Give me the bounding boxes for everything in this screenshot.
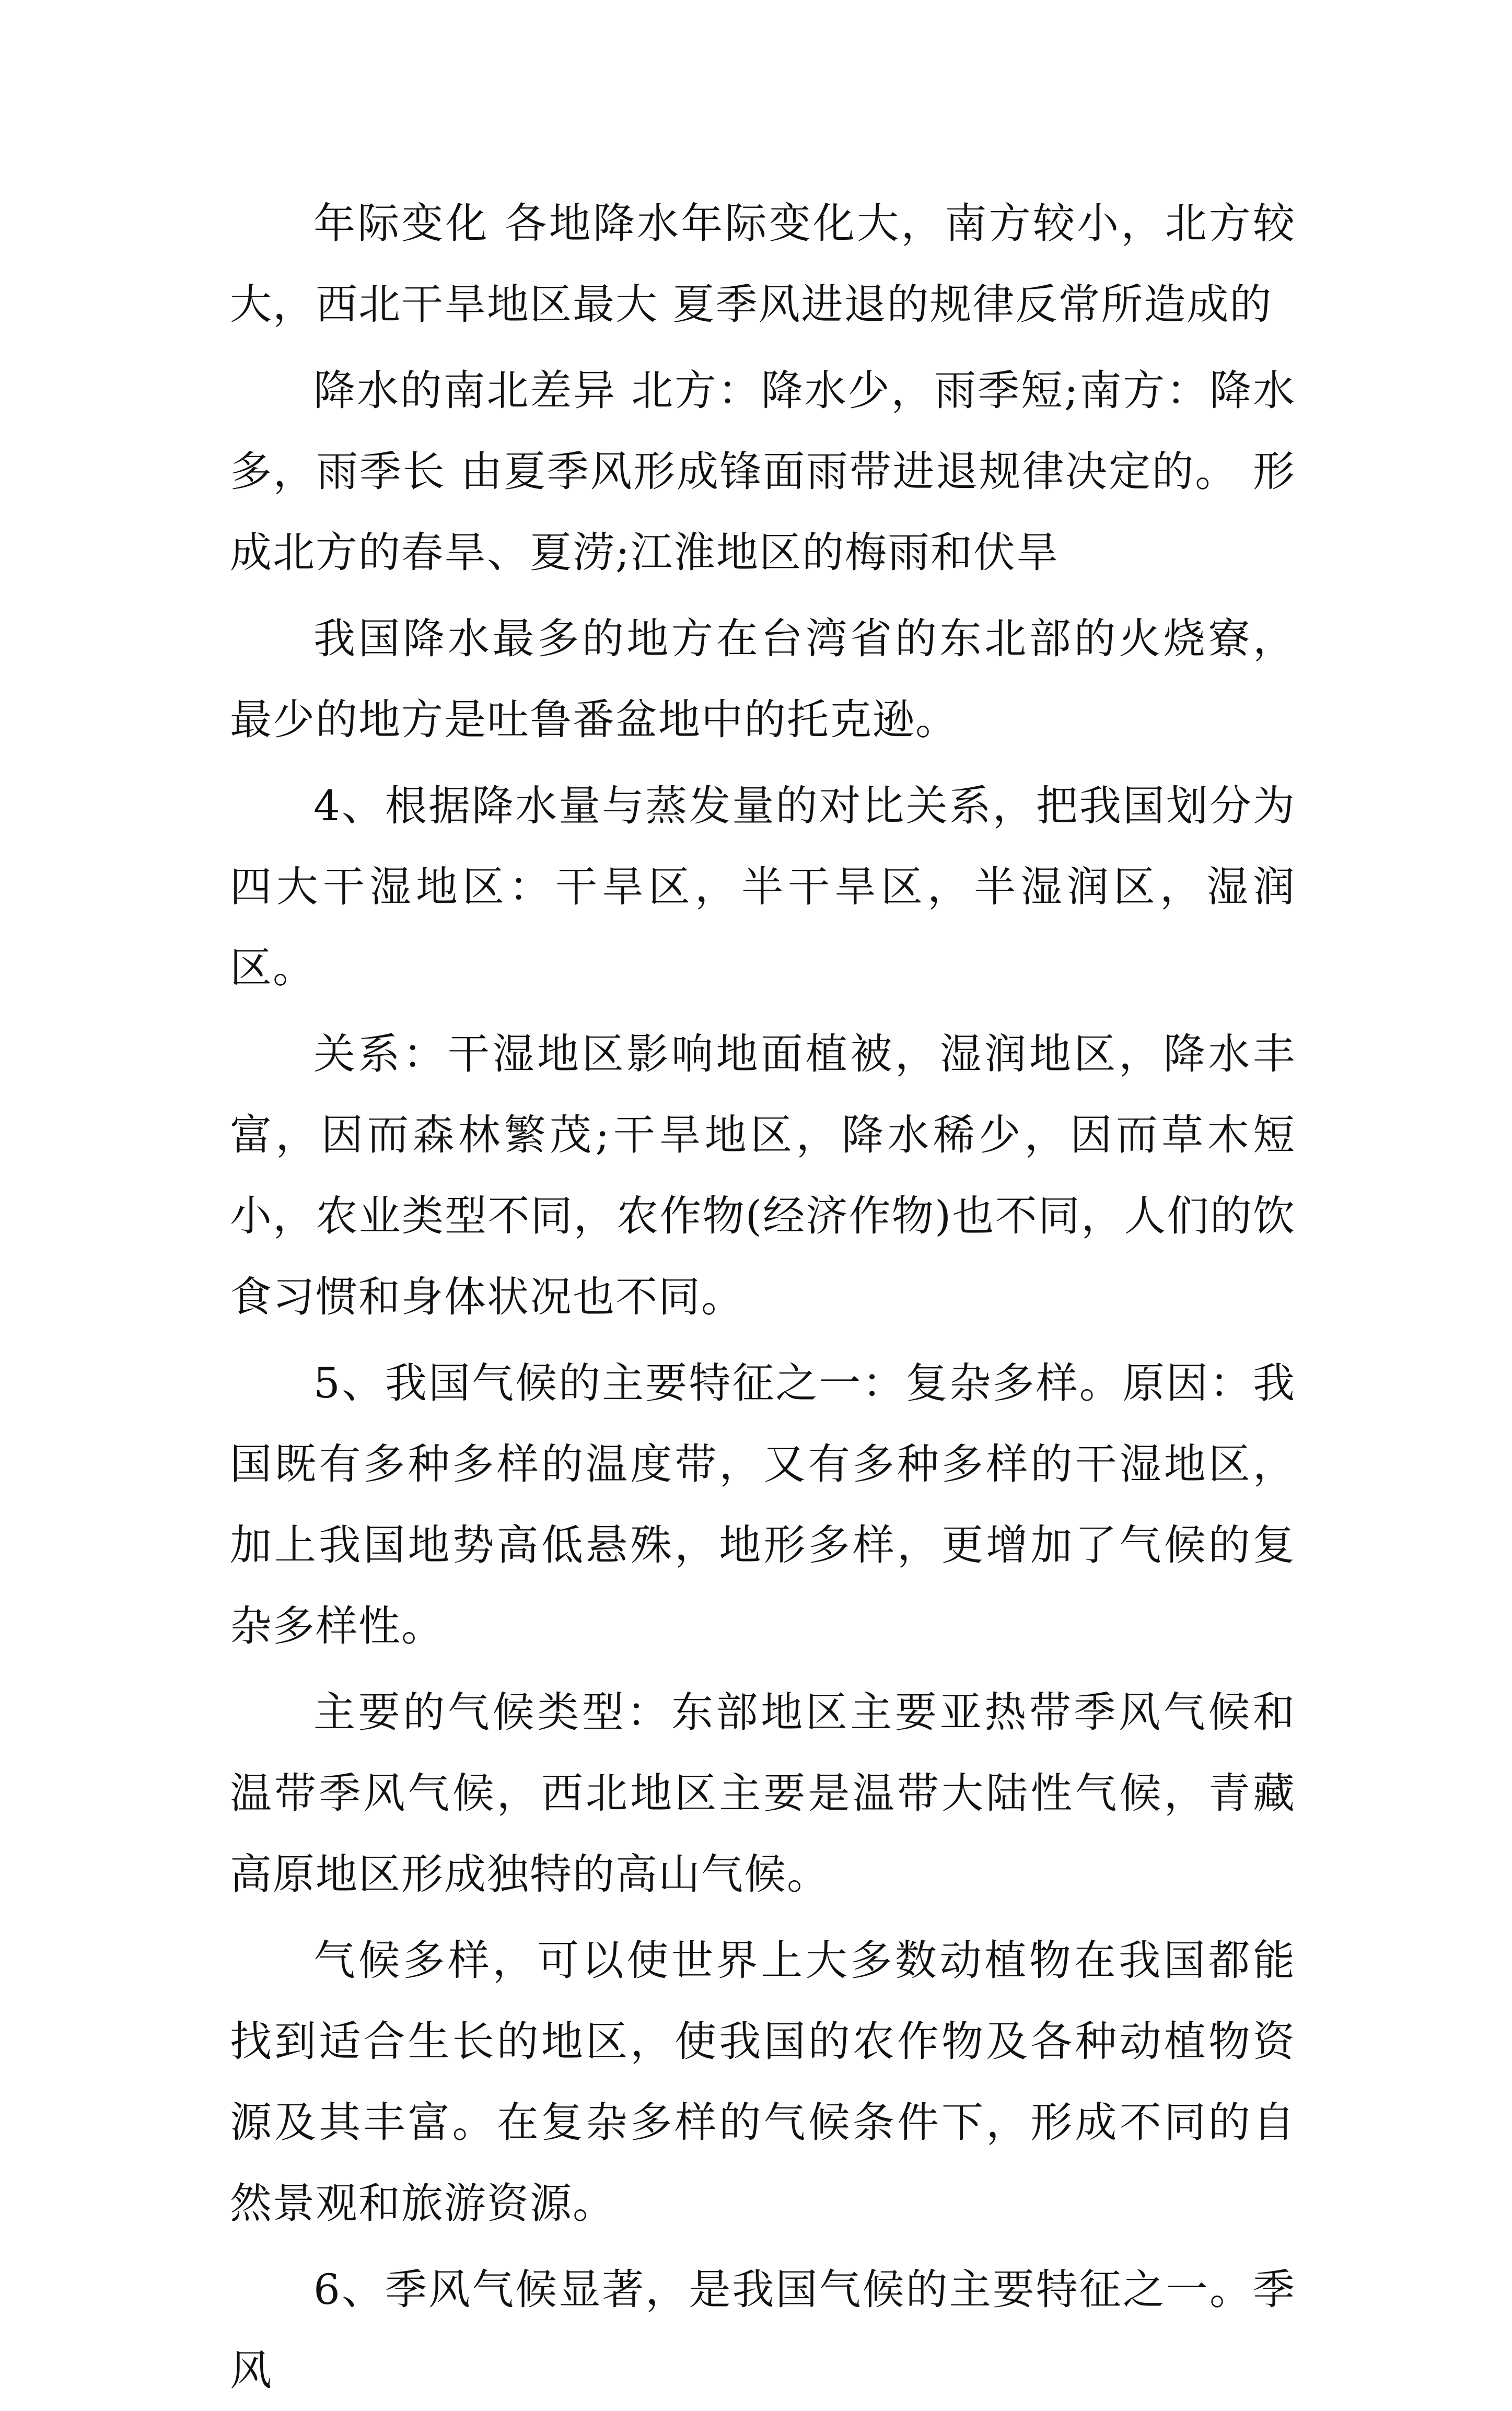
- paragraph-monsoon-climate: 6、季风气候显著，是我国气候的主要特征之一。季风: [230, 2265, 1296, 2395]
- paragraph-climate-diversity: 5、我国气候的主要特征之一：复杂多样。原因：我国既有多种多样的温度带，又有多种多样的干湿地区，加上我国地势高低悬殊，地形多样，更增加了气候的复杂多样性。: [230, 1359, 1296, 1650]
- document-body: [230, 183, 1296, 2411]
- paragraph-annual-variation: 年际变化 各地降水年际变化大，南方较小，北方较大，西北干旱地区最大 夏季风进退的规律反常所造成的: [230, 199, 1296, 329]
- paragraph-dry-wet-relationship: 关系：干湿地区影响地面植被，湿润地区，降水丰富，因而森林繁茂;干旱地区，降水稀少，因而草木短小，农业类型不同，农作物(经济作物)也不同，人们的饮食习惯和身体状况也不同。: [230, 1030, 1296, 1321]
- paragraph-precipitation-extremes: 我国降水最多的地方在台湾省的东北部的火烧寮，最少的地方是吐鲁番盆地中的托克逊。: [230, 614, 1296, 744]
- paragraph-dry-wet-regions: 4、根据降水量与蒸发量的对比关系，把我国划分为四大干湿地区：干旱区，半干旱区，半湿润区，湿润区。: [230, 782, 1296, 992]
- paragraph-north-south-difference: 降水的南北差异 北方：降水少，雨季短;南方：降水多，雨季长 由夏季风形成锋面雨带进退规律决定的。 形成北方的春旱、夏涝;江淮地区的梅雨和伏旱: [230, 366, 1296, 577]
- paragraph-diversity-benefits: 气候多样，可以使世界上大多数动植物在我国都能找到适合生长的地区，使我国的农作物及各种动植物资源及其丰富。在复杂多样的气候条件下，形成不同的自然景观和旅游资源。: [230, 1936, 1296, 2228]
- paragraph-climate-types: 主要的气候类型：东部地区主要亚热带季风气候和温带季风气候，西北地区主要是温带大陆性气候，青藏高原地区形成独特的高山气候。: [230, 1688, 1296, 1898]
